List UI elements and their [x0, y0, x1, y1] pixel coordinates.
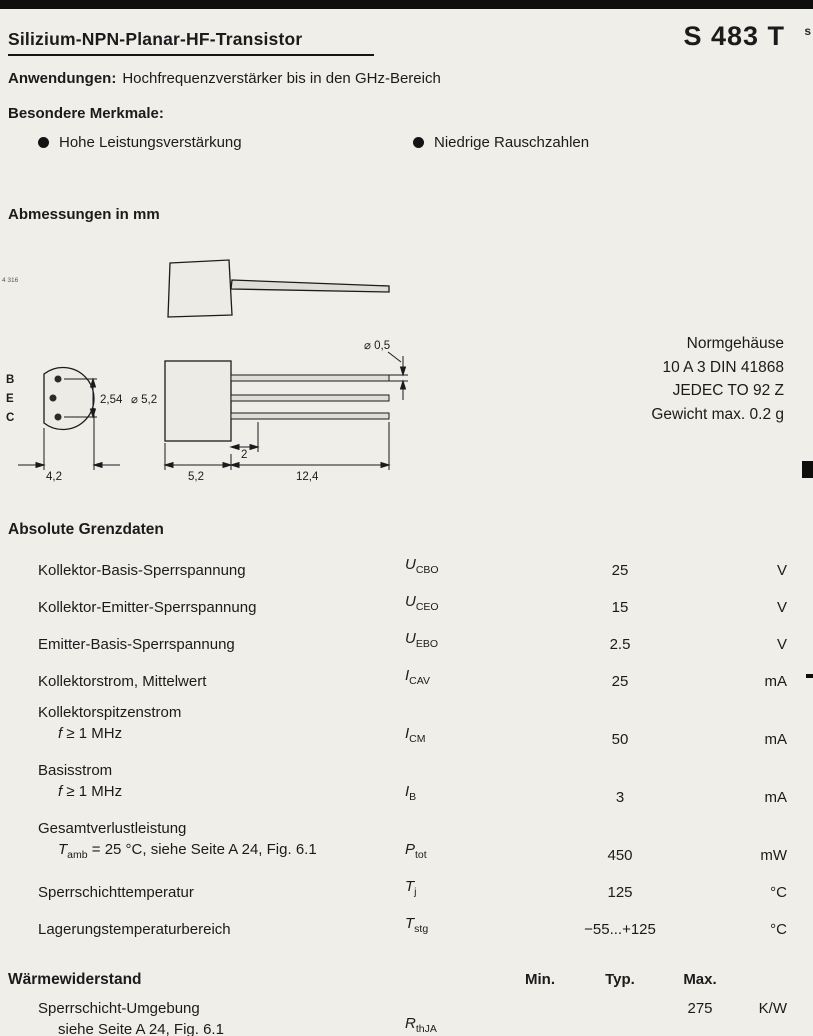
symbol-base: R	[405, 1015, 416, 1032]
unit: V	[776, 636, 787, 653]
thermal-values	[500, 998, 740, 1019]
dim-body-width: 5,2	[188, 471, 204, 483]
param-label: Emitter-Basis-Sperrspannung	[38, 636, 235, 653]
dim-lead-dia: ⌀ 0,5	[364, 340, 391, 352]
features-heading: Besondere Merkmale:	[8, 105, 164, 122]
symbol-subscript: CAV	[409, 675, 430, 687]
symbol	[405, 591, 500, 618]
feature-label: Niedrige Rauschzahlen	[434, 134, 590, 151]
param-label	[38, 998, 405, 1036]
symbol-subscript: B	[409, 791, 417, 803]
feature-label: Hohe Leistungsverstärkung	[59, 134, 242, 151]
param-title: Kollektorspitzenstrom	[38, 704, 182, 721]
case-info-line: Gewicht max. 0.2 g	[651, 405, 784, 423]
symbol-base: T	[405, 878, 415, 895]
param-label: Lagerungstemperaturbereich	[38, 921, 231, 938]
rating-row	[0, 871, 813, 908]
pin-label-e: E	[6, 393, 14, 405]
symbol-subscript: EBO	[415, 638, 439, 650]
unit: mA	[764, 731, 787, 748]
param-label	[38, 760, 405, 808]
symbol-base: P	[405, 841, 416, 858]
dim-body-dia: ⌀ 5,2	[131, 394, 158, 406]
symbol	[405, 781, 500, 808]
symbol	[405, 628, 500, 655]
dim-body-flat: 4,2	[46, 471, 62, 483]
unit: mA	[764, 789, 787, 806]
param-label: Kollektor-Emitter-Sperrspannung	[38, 599, 257, 616]
bullet-icon	[413, 137, 424, 148]
value: −55...+125	[584, 921, 656, 938]
case-info-line: 10 A 3 DIN 41868	[662, 358, 784, 376]
symbol-subscript: CBO	[415, 564, 439, 576]
symbol-subscript: thJA	[415, 1023, 437, 1035]
value-max: 275	[687, 1000, 713, 1017]
symbol-subscript: j	[414, 886, 417, 898]
symbol-base: U	[405, 593, 416, 610]
case-info-line: JEDEC TO 92 Z	[672, 382, 784, 399]
condition-rest: = 25 °C, siehe Seite A 24, Fig. 6.1	[87, 841, 317, 858]
condition-label	[38, 723, 405, 750]
unit: °C	[770, 921, 787, 938]
condition-symbol: f	[58, 725, 63, 742]
rating-row	[0, 908, 813, 945]
applications-text: Hochfrequenzverstärker bis in den GHz-Bereich	[122, 70, 441, 87]
condition-label	[38, 839, 405, 866]
rating-row	[0, 623, 813, 660]
title-rule	[8, 54, 374, 56]
param-label	[38, 702, 405, 750]
scan-artifact-char: s	[804, 24, 811, 38]
pin-label-c: C	[6, 412, 15, 424]
value: 125	[607, 884, 633, 901]
param-title: Gesamtverlustleistung	[38, 820, 187, 837]
ratings-section	[0, 521, 813, 1036]
col-min: Min.	[525, 971, 555, 988]
symbol	[405, 723, 500, 750]
symbol-base: I	[405, 725, 410, 742]
condition-symbol: f	[58, 783, 63, 800]
value-min	[500, 998, 580, 1019]
param-label: Kollektor-Basis-Sperrspannung	[38, 562, 246, 579]
thermal-row	[0, 993, 813, 1036]
unit: °C	[770, 884, 787, 901]
value: 15	[611, 599, 629, 616]
symbol	[405, 913, 500, 940]
symbol-subscript: tot	[415, 849, 427, 861]
symbol	[405, 876, 500, 903]
doc-title: Silizium-NPN-Planar-HF-Transistor	[8, 29, 303, 49]
symbol-base: I	[405, 783, 410, 800]
value: 450	[607, 847, 633, 864]
param-title: Basisstrom	[38, 762, 113, 779]
condition-label: siehe Seite A 24, Fig. 6.1	[58, 1021, 224, 1036]
symbol-base: U	[405, 556, 416, 573]
symbol	[405, 554, 500, 581]
symbol	[405, 1013, 500, 1036]
feature-item	[413, 134, 589, 151]
thermal-heading: Wärmewiderstand	[8, 971, 142, 988]
symbol-subscript: stg	[414, 923, 429, 935]
symbol	[405, 839, 500, 866]
rating-row	[0, 586, 813, 623]
applications-label: Anwendungen:	[8, 70, 117, 87]
ratings-heading: Absolute Grenzdaten	[8, 521, 164, 538]
bullet-icon	[38, 137, 49, 148]
case-info	[651, 332, 784, 426]
value: 50	[611, 731, 629, 748]
unit: V	[776, 599, 787, 616]
condition-rest: ≥ 1 MHz	[62, 725, 123, 742]
unit: mA	[764, 673, 787, 690]
symbol-base: U	[405, 630, 416, 647]
param-label: Kollektorstrom, Mittelwert	[38, 673, 207, 690]
rating-row	[0, 549, 813, 586]
condition-symbol: T	[58, 841, 68, 858]
value: 25	[611, 673, 629, 690]
symbol-subscript: CEO	[415, 601, 439, 613]
side-view	[165, 361, 389, 441]
condition-subscript: amb	[67, 849, 88, 861]
dim-lead-offset: 2	[241, 449, 248, 461]
unit: mW	[760, 847, 787, 864]
feature-item	[38, 134, 242, 151]
rating-row	[0, 755, 813, 813]
param-label	[38, 818, 405, 866]
col-max: Max.	[683, 971, 717, 988]
rating-row	[0, 813, 813, 871]
scan-artifact-topbar	[0, 0, 813, 9]
value: 25	[611, 562, 629, 579]
unit: V	[776, 562, 787, 579]
unit: K/W	[758, 1000, 787, 1017]
col-typ: Typ.	[605, 971, 635, 988]
part-number: S 483 T	[683, 21, 785, 51]
symbol-base: I	[405, 667, 410, 684]
value: 3	[615, 789, 625, 806]
value: 2.5	[609, 636, 631, 653]
dimensions-heading: Abmessungen in mm	[8, 206, 160, 223]
param-label: Sperrschichttemperatur	[38, 884, 194, 901]
condition-rest: ≥ 1 MHz	[62, 783, 123, 800]
dim-lead-length: 12,4	[296, 471, 319, 483]
condition-label	[38, 781, 405, 808]
rating-row	[0, 697, 813, 755]
title-row	[8, 21, 785, 52]
case-info-line: Normgehäuse	[686, 335, 784, 352]
rating-row	[0, 660, 813, 697]
symbol-subscript: CM	[409, 733, 426, 745]
thermal-header	[0, 971, 813, 989]
value-typ	[580, 998, 660, 1019]
applications-line	[8, 70, 441, 87]
dim-pin-pitch: 2,54	[100, 394, 123, 406]
top-view	[168, 260, 389, 317]
symbol-base: T	[405, 915, 415, 932]
scan-edge-note: 4 316	[2, 277, 19, 284]
pin-label-b: B	[6, 374, 15, 386]
param-title: Sperrschicht-Umgebung	[38, 1000, 200, 1017]
symbol	[405, 665, 500, 692]
